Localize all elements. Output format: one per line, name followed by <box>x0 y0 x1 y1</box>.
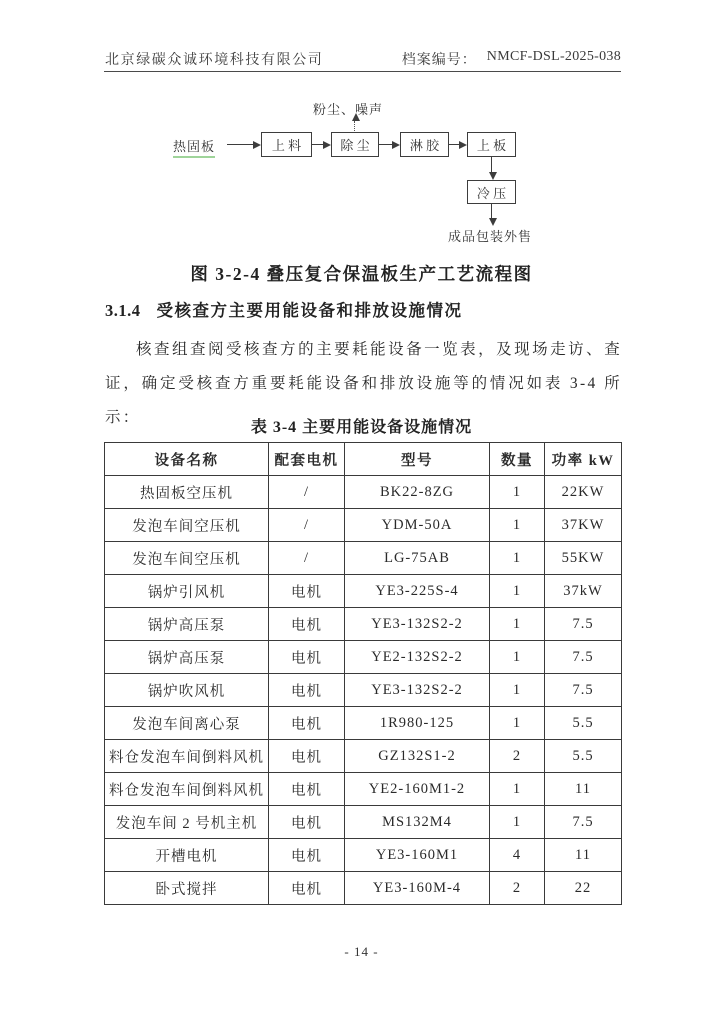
table-cell: 电机 <box>269 575 345 608</box>
table-row <box>105 542 622 575</box>
table-cell: 7.5 <box>545 608 622 641</box>
equipment-table-body <box>105 476 622 905</box>
archive-code: NMCF-DSL-2025-038 <box>486 49 621 64</box>
table-cell: YE3-132S2-2 <box>345 674 490 707</box>
flowchart-box-cold-pressing: 冷 压 <box>467 180 516 204</box>
table-cell: 锅炉高压泵 <box>105 608 269 641</box>
flowchart-box-board-loading: 上 板 <box>467 132 516 157</box>
table-row <box>105 509 622 542</box>
equipment-table <box>104 442 622 905</box>
table-cell: 1 <box>490 608 545 641</box>
right-arrow-icon <box>448 144 459 145</box>
table-cell: 电机 <box>269 608 345 641</box>
table-caption: 表 3-4 主要用能设备设施情况 <box>250 419 473 436</box>
table-cell: 电机 <box>269 641 345 674</box>
table-cell: 电机 <box>269 872 345 905</box>
table-cell: 37KW <box>545 509 622 542</box>
table-cell: 1 <box>490 542 545 575</box>
table-cell: 电机 <box>269 806 345 839</box>
table-row <box>105 608 622 641</box>
table-cell: GZ132S1-2 <box>345 740 490 773</box>
table-cell: 发泡车间 2 号机主机 <box>105 806 269 839</box>
archive-number <box>402 49 621 69</box>
table-row <box>105 806 622 839</box>
table-cell: 4 <box>490 839 545 872</box>
table-cell: 1 <box>490 773 545 806</box>
figure-caption: 图 3-2-4 叠压复合保温板生产工艺流程图 <box>190 264 533 284</box>
table-header-cell: 配套电机 <box>269 443 345 476</box>
table-cell: 电机 <box>269 773 345 806</box>
down-arrow-icon <box>491 157 492 172</box>
table-cell: 1 <box>490 674 545 707</box>
table-row <box>105 575 622 608</box>
table-cell: 1 <box>490 509 545 542</box>
flowchart-box-dust-removal: 除 尘 <box>331 132 379 157</box>
table-cell: MS132M4 <box>345 806 490 839</box>
table-cell: YE3-225S-4 <box>345 575 490 608</box>
table-cell: BK22-8ZG <box>345 476 490 509</box>
table-cell: 电机 <box>269 740 345 773</box>
table-cell: 1 <box>490 575 545 608</box>
table-cell: YE2-160M1-2 <box>345 773 490 806</box>
table-cell: 7.5 <box>545 674 622 707</box>
table-header-cell: 型号 <box>345 443 490 476</box>
table-row <box>105 641 622 674</box>
table-row <box>105 476 622 509</box>
table-header-row <box>105 443 622 476</box>
table-cell: 发泡车间空压机 <box>105 509 269 542</box>
table-header-cell: 数量 <box>490 443 545 476</box>
table-cell: 11 <box>545 773 622 806</box>
table-cell: 1 <box>490 641 545 674</box>
section-number: 3.1.4 <box>105 301 141 320</box>
table-cell: 1R980-125 <box>345 707 490 740</box>
table-row <box>105 740 622 773</box>
table-row <box>105 674 622 707</box>
table-cell: 电机 <box>269 674 345 707</box>
table-cell: 料仓发泡车间倒料风机 <box>105 773 269 806</box>
page-number: - 14 - <box>344 944 379 959</box>
section-title: 受核查方主要用能设备和排放设施情况 <box>156 301 463 320</box>
table-cell: 锅炉吹风机 <box>105 674 269 707</box>
table-cell: / <box>269 509 345 542</box>
table-cell: 1 <box>490 707 545 740</box>
flowchart-input-label: 热固板 <box>173 136 215 158</box>
table-cell: 22KW <box>545 476 622 509</box>
down-arrow-icon <box>491 204 492 218</box>
table-cell: 电机 <box>269 839 345 872</box>
header-rule <box>104 71 621 72</box>
body-paragraph: 核查组查阅受核查方的主要耗能设备一览表，及现场走访、查证，确定受核查方重要耗能设备和排放设施等的情况如表 3-4 所示： <box>105 341 622 426</box>
table-row <box>105 773 622 806</box>
table-cell: / <box>269 476 345 509</box>
right-arrow-icon <box>312 144 323 145</box>
table-cell: YE3-160M1 <box>345 839 490 872</box>
table-cell: 发泡车间离心泵 <box>105 707 269 740</box>
table-cell: 卧式搅拌 <box>105 872 269 905</box>
table-cell: / <box>269 542 345 575</box>
table-cell: 发泡车间空压机 <box>105 542 269 575</box>
dotted-up-arrow-icon <box>354 121 355 131</box>
table-cell: 5.5 <box>545 740 622 773</box>
table-cell: YE2-132S2-2 <box>345 641 490 674</box>
table-cell: 5.5 <box>545 707 622 740</box>
table-cell: 开槽电机 <box>105 839 269 872</box>
table-cell: 11 <box>545 839 622 872</box>
table-cell: 2 <box>490 872 545 905</box>
table-row <box>105 839 622 872</box>
table-cell: 7.5 <box>545 806 622 839</box>
section-heading <box>105 297 622 321</box>
table-cell: YE3-160M-4 <box>345 872 490 905</box>
archive-label: 档案编号： <box>401 53 477 68</box>
table-cell: 55KW <box>545 542 622 575</box>
table-cell: YDM-50A <box>345 509 490 542</box>
table-cell: 1 <box>490 806 545 839</box>
right-arrow-icon <box>379 144 392 145</box>
table-cell: 热固板空压机 <box>105 476 269 509</box>
right-arrow-icon <box>227 144 253 145</box>
table-header-cell: 设备名称 <box>105 443 269 476</box>
table-cell: 电机 <box>269 707 345 740</box>
flowchart-box-gluing: 淋 胶 <box>400 132 449 157</box>
table-header-cell: 功率 kW <box>545 443 622 476</box>
table-row <box>105 872 622 905</box>
flowchart-box-feeding: 上 料 <box>261 132 312 157</box>
table-cell: 7.5 <box>545 641 622 674</box>
table-row <box>105 707 622 740</box>
table-cell: 料仓发泡车间倒料风机 <box>105 740 269 773</box>
table-cell: 1 <box>490 476 545 509</box>
table-cell: 锅炉高压泵 <box>105 641 269 674</box>
table-cell: 37kW <box>545 575 622 608</box>
table-cell: LG-75AB <box>345 542 490 575</box>
table-cell: 锅炉引风机 <box>105 575 269 608</box>
flowchart-output-label: 成品包装外售 <box>448 229 533 244</box>
table-cell: YE3-132S2-2 <box>345 608 490 641</box>
table-cell: 22 <box>545 872 622 905</box>
flowchart-emission-label: 粉尘、噪声 <box>313 102 384 117</box>
company-name: 北京绿碳众诚环境科技有限公司 <box>105 53 324 68</box>
table-cell: 2 <box>490 740 545 773</box>
document-header <box>105 49 621 69</box>
